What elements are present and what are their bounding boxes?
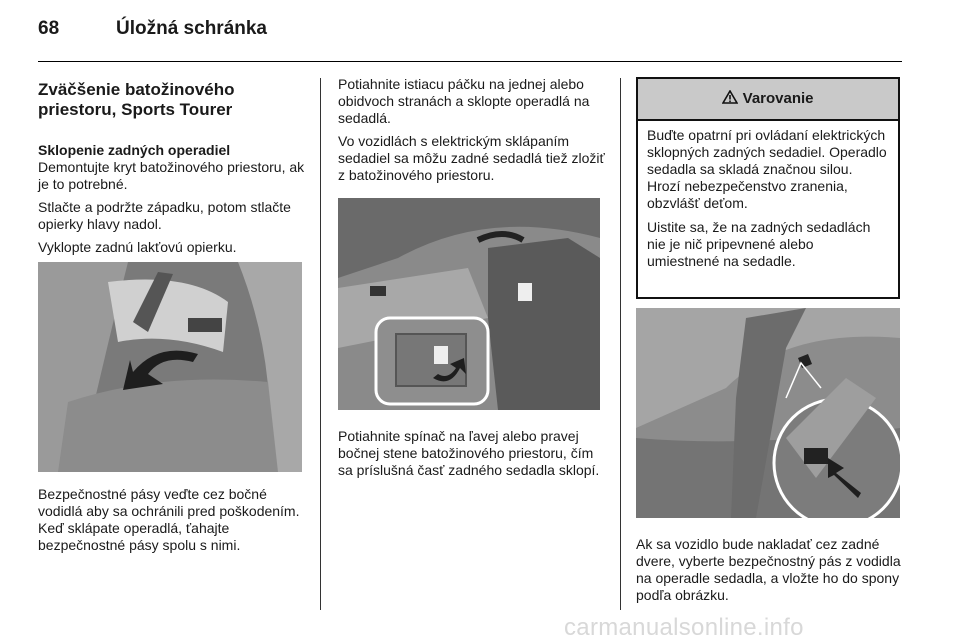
warning-text-force: Buďte opatrní pri ovládaní elektrických sklopných zadných sedadiel. Operadlo sedadla sa skladá značnou silou. Hrozí nebezpečenstvo zranenia, obzvlášť deťom. <box>647 127 887 211</box>
section-heading: Zväčšenie batožinového priestoru, Sports Tourer <box>38 80 235 119</box>
instruction-pull-switch: Potiahnite spínač na ľavej alebo pravej bočnej stene batožinového priestoru, čím sa príslušná časť zadného sedadla sklopí. <box>338 428 600 478</box>
column-divider-2 <box>620 78 621 610</box>
header-rule <box>38 61 902 62</box>
column-left-lower <box>38 486 306 560</box>
instruction-headrests: Stlačte a podržte západku, potom stlačte opierky hlavy nadol. <box>38 199 291 232</box>
instruction-seat-belts: Bezpečnostné pásy veďte cez bočné vodidlá aby sa ochránili pred poškodením. Keď sklápate operadlá, ťahajte bezpečnostné pásy spolu s nimi. <box>38 486 300 553</box>
page-number: 68 <box>38 18 60 39</box>
column-left <box>38 70 306 262</box>
warning-body <box>638 121 898 270</box>
instruction-release-lever: Potiahnite istiacu páčku na jednej alebo obidvoch stranách a sklopte operadlá na sedadlá. <box>338 76 590 126</box>
column-right-lower <box>636 536 904 610</box>
column-divider <box>320 78 321 610</box>
illustration-headrest-latch <box>38 262 302 472</box>
instruction-seat-belt-loading: Ak sa vozidlo bude nakladať cez zadné dvere, vyberte bezpečnostný pás z vodidla na operadle sedadla, a vložte ho do spony podľa obrázku. <box>636 536 901 603</box>
warning-box <box>636 77 900 299</box>
column-middle-lower <box>338 428 606 485</box>
warning-triangle-icon <box>722 90 742 107</box>
warning-title: Varovanie <box>742 90 814 107</box>
instruction-electric-folding: Vo vozidlách s elektrickým sklápaním sedadiel sa môžu zadné sedadlá tiež zložiť z batožinového priestoru. <box>338 133 605 183</box>
page-header <box>38 18 902 60</box>
subsection-heading: Sklopenie zadných operadiel <box>38 142 231 158</box>
section-title: Úložná schránka <box>116 18 267 39</box>
watermark: carmanualsonline.info <box>564 614 804 641</box>
instruction-armrest: Vyklopte zadnú lakťovú opierku. <box>38 239 237 255</box>
warning-header <box>638 79 898 121</box>
column-middle <box>338 76 606 190</box>
illustration-cargo-switch <box>338 198 600 410</box>
illustration-belt-guide <box>636 308 900 518</box>
warning-text-nothing-attached: Uistite sa, že na zadných sedadlách nie je nič pripevnené alebo umiestnené na sedadle. <box>647 219 871 269</box>
instruction-remove-cover: Demontujte kryt batožinového priestoru, ak je to potrebné. <box>38 159 305 192</box>
